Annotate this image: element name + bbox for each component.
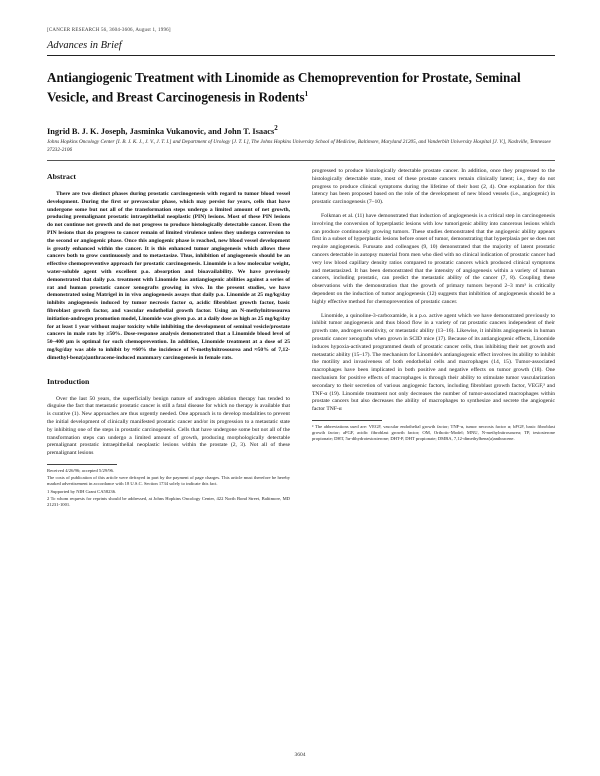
abbreviations-footnote: ³ The abbreviations used are: VEGF, vascular endothelial growth factor; TNF-α, tumor necrosis factor α; bFGF, basic fibroblast growth factor; aFGF, acidic fibroblast growth factor; OM, Orthotic-Model; MNU, N-methylnitrosourea; TP, testosterone propionate; DHT, 5α-dihydrotestosterone; DHT-P, DHT propionate; DMBA, 7,12-dimethylbenz(a)anthracene. (312, 423, 555, 442)
page-number: 3604 (294, 752, 306, 758)
body-paragraph: progressed to produce histologically detectable prostate cancer. In addition, once they progressed to the histologically detectable state, most of these prostate cancers remain clinically latent; i.e., they do not progress to produce clinical symptoms during the lifetime of their host (2, 4). One explanation for this latency has been proposed based on the role of the development of new blood vessels (i.e., angiogenic) in prostatic carcinogenesis (7–10). (312, 168, 555, 206)
footnote-rule (312, 420, 382, 421)
abstract-text: There are two distinct phases during prostatic carcinogenesis with regard to tumor blood vessel development. During the first or prevascular phase, which may persist for years, cells that have undergone some but not all of the transformation steps undergo a limited amount of net growth, producing premalignant prostatic intraepithelial neoplastic (PIN) lesions. Most of these PIN lesions do not continue net growth and do not progress to produce histologically detectable cancer. Even the PIN lesions that do progress to cancer remain of limited virulence unless they undergo conversion to the second or angiogenic phase. Once this angiogenic phase is reached, new blood vessel development is greatly enhanced within the cancer. It is this enhanced tumor angiogenesis which allows these cancers both to grow continuously and to metastasize. Thus, inhibition of angiogenesis should be an effective chemopreventive approach for prostatic carcinogenesis. Linomide is a low molecular weight, water-soluble agent with excellent p.o. absorption and bioavailability. We have previously demonstrated that daily p.o. treatment with Linomide has antiangiogenic abilities against a series of rat and human prostatic cancer xenografts growing in vivo. In the present studies, we have demonstrated using Matrigel in in vivo angiogenesis assays that daily p.o. Linomide at 25 mg/kg/day inhibits angiogenesis induced by tumor necrosis factor α, acidic fibroblast growth factor, basic fibroblast growth factor, and vascular endothelial growth factor. Using an N-methylnitrosourea initiation-androgen promotion model, Linomide was given p.o. at a daily dose as high as 25 mg/kg/day for at least 1 year without major toxicity while inhibiting the development of seminal vesicle/prostate cancers in male rats by ≥50%. Dose-response analysis demonstrated that a Linomide blood level of 50–400 μm is optimal for such chemoprevention. In addition, Linomide treatment at a dose of 25 mg/kg/day was able to inhibit by ≈60% the incidence of N-methylnitrosourea and ≈50% of 7,12-dimethyl-benz(a)anthracene-induced mammary carcinogenesis in female rats. (47, 191, 290, 361)
title-footnote-mark: 1 (304, 90, 309, 98)
footnote: The costs of publication of this article were defrayed in part by the payment of page charges. This article must therefore be hereby marked advertisement in accordance with 18 U.S.C. Section 1734 solely to indicate this fact. (47, 475, 290, 487)
paper-title (47, 69, 557, 105)
authors-text: Ingrid B. J. K. Joseph, Jasminka Vukanovic, and John T. Isaacs (47, 126, 275, 136)
authors-footnote-mark: 2 (274, 124, 278, 132)
affiliation-rule (47, 160, 555, 161)
body-paragraph: Folkman et al. (11) have demonstrated that induction of angiogenesis is a critical step in carcinogenesis involving the conversion of hyperplastic lesions with low tumorigenic ability into cancerous lesions which can produce continuously growing tumors. These studies demonstrated that the angiogenic ability appears first in a subset of hyperplastic lesions before onset of tumor, demonstrating that hyperplasia per se does not require angiogenesis. Furusato and colleagues (9, 10) demonstrated that the majority of latent prostatic cancers detectable in autopsy material from men who died with no clinical indication of prostatic cancer had very low blood capillary density ratios compared to prostatic cancers which produced clinical symptoms and metastasized. It has been demonstrated that the intensity of angiogenesis within a variety of human cancers, including prostatic, can predict the metastatic ability of the cancer (7, 8). Coupling these observations with the demonstration that the growth of primary tumors beyond 2–3 mm³ is critically dependent on the induction of tumor angiogenesis (12) suggests that inhibition of angiogenesis should be a highly effective method for chemoprevention of prostatic cancer. (312, 212, 555, 305)
journal-line: [CANCER RESEARCH 56, 3604-3606, August 1, 1996] (47, 28, 171, 33)
footnote: Received 4/26/96; accepted 5/29/96. (47, 467, 115, 473)
left-column (47, 168, 290, 509)
paper-title-text: Antiangiogenic Treatment with Linomide as Chemoprevention for Prostate, Seminal Vesicle, and Breast Carcinogenesis in Rodents (47, 70, 521, 105)
section-label: Advances in Brief (47, 40, 122, 51)
introduction-heading: Introduction (47, 376, 90, 386)
body-paragraph: Linomide, a quinoline-3-carboxamide, is a p.o. active agent which we have demonstrated previously to inhibit tumor angiogenesis and thus blood flow in a variety of rat prostatic cancers independent of their growth rate, androgen sensitivity, or metastatic ability (13–16). Likewise, it inhibits angiogenesis in human prostatic cancer xenografts when grown in SCID mice (17). Because of its antiangiogenic effects, Linomide induces hypoxia-activated programmed death of prostatic cancer cells, thus inhibiting their net growth and metastatic ability (15–17). The mechanism for Linomide's antiangiogenic effect involves its ability to inhibit the motility and invasiveness of both endothelial cells and macrophages (14, 15). Tumor-associated macrophages have been implicated in both positive and negative effects on tumor growth (18). One mechanism for positive effects of macrophages is through their ability to stimulate tumor vascularization secondary to their secretion of various angiogenic factors, including fibroblast growth factor, VEGF,³ and TNF-α (19). Linomide treatment not only decreases the number of tumor-associated macrophages within prostate cancers but also decreases the ability of macrophages to synthesize and secrete the angiogenic factor TNF-α (312, 312, 555, 413)
authors (47, 124, 278, 136)
right-column (312, 168, 555, 444)
footnote: 1 Supported by NIH Grant CA58236. (47, 488, 117, 494)
intro-paragraph: Over the last 50 years, the superficially benign nature of androgen ablation therapy has tended to disguise the fact that metastatic prostatic cancer is still a fatal disease for which no therapy is available that is curative (1). New approaches are thus urgently needed. One approach is to develop modalities to prevent the initial development of clinically manifested prostatic cancer and/or its progression to a metastatic state by inhibiting one of the steps in prostatic carcinogenesis. Cells that have undergone some but not all of the transformation steps can undergo a limited amount of growth, producing morphologically detectable premalignant prostatic intraepithelial neoplastic lesions within the prostate (2, 3). Not all of these premalignant lesions (47, 395, 290, 457)
affiliation: Johns Hopkins Oncology Center [I. B. J. K. J., J. V., J. T. I.] and Department of Urology [J. T. I.], The Johns Hopkins University School of Medicine, Baltimore, Maryland 21205, and Vanderbilt University Hospital [J. V.], Nashville, Tennessee 37232-2106 (47, 139, 551, 153)
header-rule (47, 55, 555, 56)
footnote-rule (47, 464, 117, 465)
footnote: 2 To whom requests for reprints should be addressed, at Johns Hopkins Oncology Center, 422 North Bond Street, Baltimore, MD 21231-1001. (47, 495, 290, 507)
abstract-heading: Abstract (47, 172, 77, 181)
